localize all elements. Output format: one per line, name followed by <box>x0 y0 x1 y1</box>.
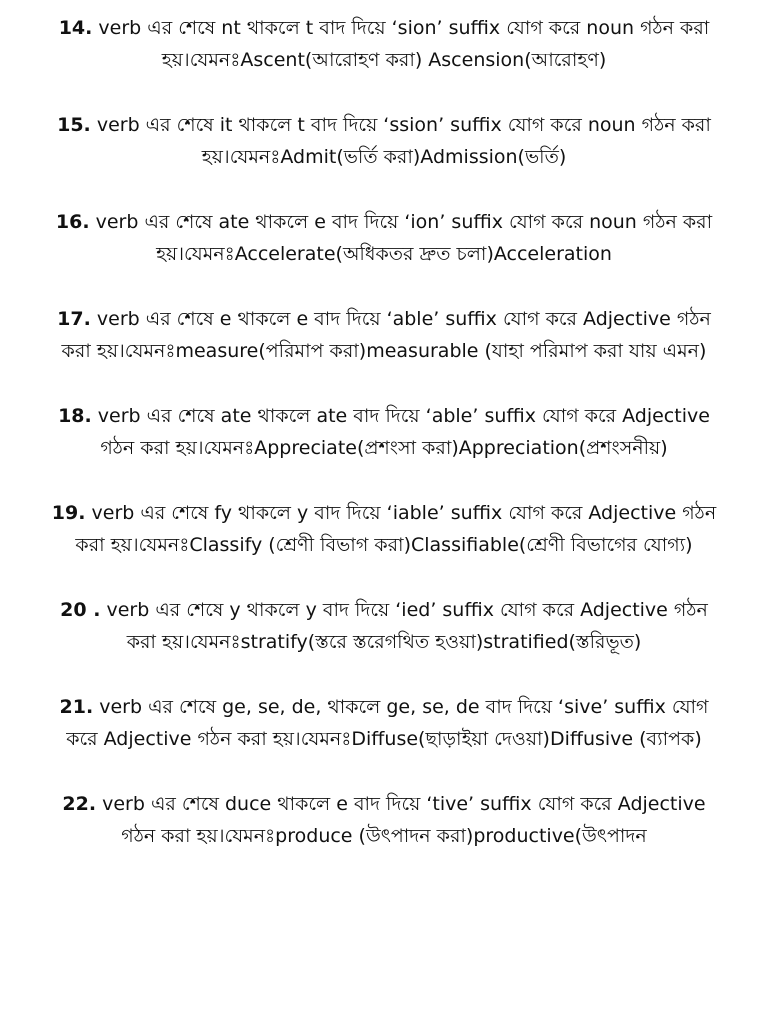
rule-22 <box>44 788 724 852</box>
rule-text: verb এর শেষে nt থাকলে t বাদ দিয়ে ‘sion’ suffix যোগ করে noun গঠন করা হয়।যেমনঃAscent(আরোহণ করা) Ascension(আরোহণ) <box>98 17 710 71</box>
rule-15 <box>44 109 724 173</box>
rule-16 <box>44 206 724 270</box>
rule-text: verb এর শেষে y থাকলে y বাদ দিয়ে ‘ied’ suffix যোগ করে Adjective গঠন করা হয়।যেমনঃstratify(স্তরে স্তরেগথিত হওয়া)stratified(স্তরিভূত) <box>106 599 708 653</box>
rule-number: 18. <box>58 405 92 427</box>
rule-text: verb এর শেষে e থাকলে e বাদ দিয়ে ‘able’ suffix যোগ করে Adjective গঠন করা হয়।যেমনঃmeasure(পরিমাপ করা)measurable (যাহা পরিমাপ করা যায় এমন) <box>61 308 711 362</box>
rule-text: verb এর শেষে ate থাকলে e বাদ দিয়ে ‘ion’ suffix যোগ করে noun গঠন করা হয়।যেমনঃAccelerate(অধিকতর দ্রুত চলা)Acceleration <box>95 211 713 265</box>
rule-14 <box>44 12 724 76</box>
rule-text: verb এর শেষে ge, se, de, থাকলে ge, se, de বাদ দিয়ে ‘sive’ suffix যোগ করে Adjective গঠন করা হয়।যেমনঃDiffuse(ছাড়াইয়া দেওয়া)Diffusive (ব্যাপক) <box>66 696 709 750</box>
rule-19 <box>44 497 724 561</box>
rule-number: 19. <box>51 502 86 524</box>
rule-number: 21. <box>59 696 94 718</box>
rule-17 <box>44 303 724 367</box>
rule-number: 14. <box>58 17 93 39</box>
rule-18 <box>44 400 724 464</box>
rule-text: verb এর শেষে fy থাকলে y বাদ দিয়ে ‘iable’ suffix যোগ করে Adjective গঠন করা হয়।যেমনঃClassify (শ্রেণী বিভাগ করা)Classifiable(শ্রেণী বিভাগের যোগ্য) <box>75 502 717 556</box>
rule-text: verb এর শেষে duce থাকলে e বাদ দিয়ে ‘tive’ suffix যোগ করে Adjective গঠন করা হয়।যেমনঃproduce (উৎপাদন করা)productive(উৎপাদন <box>102 793 706 847</box>
rule-21 <box>44 691 724 755</box>
rule-number: 16. <box>55 211 90 233</box>
rule-number: 20 . <box>60 599 101 621</box>
rule-text: verb এর শেষে ate থাকলে ate বাদ দিয়ে ‘able’ suffix যোগ করে Adjective গঠন করা হয়।যেমনঃAppreciate(প্রশংসা করা)Appreciation(প্রশংসনীয়) <box>97 405 710 459</box>
rule-text: verb এর শেষে it থাকলে t বাদ দিয়ে ‘ssion’ suffix যোগ করে noun গঠন করা হয়।যেমনঃAdmit(ভর্তি করা)Admission(ভর্তি) <box>96 114 711 168</box>
rule-number: 22. <box>62 793 97 815</box>
rule-number: 17. <box>57 308 91 330</box>
rule-20 <box>44 594 724 658</box>
rule-number: 15. <box>57 114 91 136</box>
